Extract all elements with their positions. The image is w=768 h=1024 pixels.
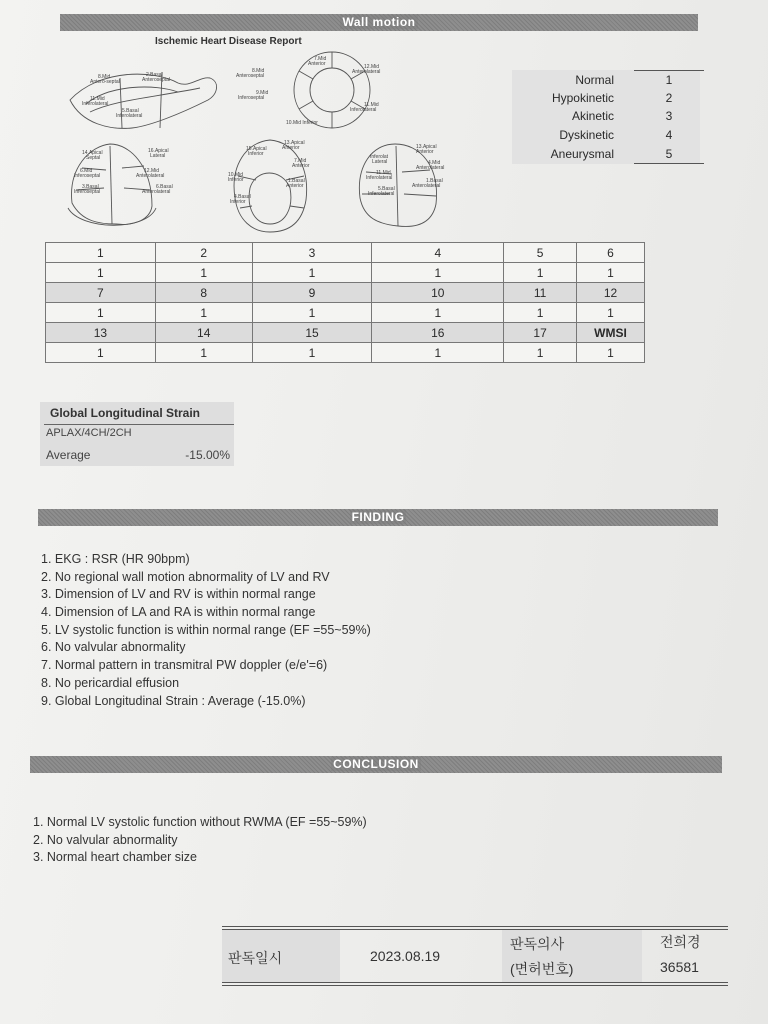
seg-label: 16.Apical (148, 148, 169, 154)
svg-text:1.BasalAnterior (286, 178, 305, 189)
svg-text:4.MidAnterolateral (416, 160, 444, 171)
seg-label: Lateral (150, 153, 166, 159)
doctor-label: 판독의사 (510, 936, 565, 952)
signature-divider (222, 982, 728, 983)
svg-text:7.MidAnterior (308, 56, 326, 67)
segment-number: 9 (252, 283, 372, 303)
seg-label: Inferoseptal (74, 189, 101, 195)
conclusion-title: CONCLUSION (333, 757, 419, 771)
seg-label: Inferolateral (368, 191, 395, 197)
segment-score: 1 (252, 343, 372, 363)
seg-label: Lateral (372, 159, 388, 165)
segment-score: 1 (155, 303, 252, 323)
seg-label: Anterolateral (136, 173, 165, 179)
svg-text:11.MidInferolateral (82, 96, 108, 107)
legend-value: 2 (665, 91, 673, 105)
legend-label: Normal (575, 73, 614, 87)
svg-text:1.BasalAnterolateral (412, 178, 443, 189)
seg-label: 10.Mid (228, 172, 244, 178)
segment-score: 1 (372, 303, 504, 323)
signature-block (222, 926, 728, 986)
segment-number: 16 (372, 323, 504, 343)
svg-text:12.MidAnterolateral (352, 64, 380, 75)
seg-label: 3.Basal (82, 184, 99, 190)
finding-bar (38, 509, 718, 526)
segment-number: 8 (155, 283, 252, 303)
svg-text:6.MidInferoseptal (74, 168, 100, 179)
seg-label: 10.Mid Inferior (286, 120, 318, 126)
svg-text:9.MidInferoseptal (238, 90, 268, 101)
legend-row (512, 91, 700, 109)
list-item: 7. Normal pattern in transmitral PW doppler (e/e'=6) (41, 658, 328, 673)
list-item: 5. LV systolic function is within normal range (EF =55~59%) (41, 622, 371, 637)
seg-label: 8.Mid (252, 68, 265, 74)
segment-number: 3 (252, 243, 372, 263)
seg-label: 8.Mid (98, 74, 111, 80)
seg-label: Inferior (230, 199, 246, 205)
seg-label: 1.Basal (288, 178, 305, 184)
list-item: 1. EKG : RSR (HR 90bpm) (41, 552, 190, 566)
legend-label: Akinetic (571, 109, 614, 123)
seg-label: 14.Apical (82, 150, 103, 156)
seg-label: Anteroseptal (236, 73, 265, 79)
seg-label: Anteroseptal (142, 77, 171, 83)
wall-motion-title: Wall motion (342, 15, 416, 29)
diagram-title: Ischemic Heart Disease Report (155, 36, 302, 47)
wall-motion-legend (512, 70, 700, 164)
segment-score: 1 (46, 343, 156, 363)
seg-label: Anterior (416, 149, 434, 155)
segment-number: 13 (46, 323, 156, 343)
table-row (46, 303, 645, 323)
gls-average-label: Average (46, 448, 91, 462)
table-row (46, 243, 645, 263)
segment-score: 1 (577, 263, 645, 283)
segment-score: 1 (46, 303, 156, 323)
finding-list (41, 551, 371, 710)
seg-label: 2.Basal (146, 72, 163, 78)
legend-label: Hypokinetic (551, 91, 614, 105)
list-item: 4. Dimension of LA and RA is within normal range (41, 605, 316, 620)
table-row (46, 343, 645, 363)
svg-text:15.ApicalInferior (246, 146, 267, 157)
date-value: 2023.08.19 (370, 948, 441, 964)
seg-label: 11.Mid (364, 102, 379, 108)
conclusion-bar (30, 756, 722, 773)
wall-motion-bar (60, 14, 698, 31)
seg-label: 7.Mid (314, 56, 327, 62)
seg-label: Inferolateral (350, 107, 377, 113)
legend-label: Aneurysmal (550, 147, 614, 161)
segment-number: 12 (577, 283, 645, 303)
seg-label: Inferior (228, 177, 244, 183)
segment-score-table (45, 242, 645, 363)
svg-text:2.BasalAnteroseptal (142, 72, 170, 83)
conclusion-list (33, 814, 367, 867)
seg-label: Inferoseptal (238, 95, 265, 101)
segment-number: 15 (252, 323, 372, 343)
list-item: 3. Normal heart chamber size (33, 850, 197, 865)
legend-value: 5 (665, 147, 673, 161)
svg-text:10.MidInferior (228, 172, 244, 183)
seg-label: 12.Mid (364, 64, 380, 70)
table-row (46, 263, 645, 283)
table-row (46, 283, 645, 303)
segment-number: 17 (504, 323, 577, 343)
segment-score: 1 (504, 303, 577, 323)
legend-row (512, 73, 700, 91)
list-item: 8. No pericardial effusion (41, 675, 180, 690)
segment-score: 1 (252, 303, 372, 323)
svg-text:11.MidInferolateral (350, 102, 379, 113)
seg-label: 6.Mid (80, 168, 93, 174)
seg-label: Inferoseptal (74, 173, 101, 179)
segment-score: 1 (504, 343, 577, 363)
seg-label: 5.Basal (122, 108, 139, 114)
seg-label: Anterior (292, 163, 310, 169)
segment-score: 1 (372, 343, 504, 363)
legend-row (512, 109, 700, 127)
seg-label: 7.Mid (294, 158, 307, 164)
segment-number: 5 (504, 243, 577, 263)
legend-value: 4 (665, 128, 673, 142)
seg-label: 9.Mid (256, 90, 269, 96)
svg-text:11.MidInferolateral (366, 170, 392, 181)
seg-label: Inferolat (370, 154, 389, 160)
segment-score: 1 (577, 303, 645, 323)
table-row (46, 323, 645, 343)
license-number: 36581 (660, 959, 699, 975)
gls-divider (44, 424, 234, 425)
list-item: 2. No regional wall motion abnormality of LV and RV (41, 569, 330, 584)
seg-label: Inferolateral (366, 175, 393, 181)
seg-label: 4.Mid (428, 160, 441, 166)
gls-box (40, 402, 234, 466)
seg-label: Anterior (282, 145, 300, 151)
seg-label: 11.Mid (90, 96, 105, 102)
segment-number: 4 (372, 243, 504, 263)
legend-label: Dyskinetic (559, 128, 614, 142)
list-item: 9. Global Longitudinal Strain : Average (-15.0%) (41, 693, 306, 708)
svg-text:5.BasalInferolateral (116, 108, 142, 119)
segment-score: 1 (155, 343, 252, 363)
seg-label: 15.Apical (246, 146, 267, 152)
legend-value: 1 (665, 73, 673, 87)
seg-label: Inferolateral (82, 101, 109, 107)
legend-value: 3 (665, 109, 673, 123)
signature-divider (222, 929, 728, 930)
segment-number: 1 (46, 243, 156, 263)
seg-label: Anterior (308, 61, 326, 67)
list-item: 6. No valvular abnormality (41, 640, 186, 655)
seg-label: Anterolateral (412, 183, 441, 189)
segment-number: 2 (155, 243, 252, 263)
segment-number: 11 (504, 283, 577, 303)
finding-title: FINDING (351, 510, 405, 524)
wmsi-value: 1 (577, 343, 645, 363)
gls-title: Global Longitudinal Strain (50, 406, 200, 420)
segment-number: 14 (155, 323, 252, 343)
legend-row (512, 128, 700, 146)
seg-label: 13.Apical (284, 140, 305, 146)
segment-number: 6 (577, 243, 645, 263)
signature-divider (222, 985, 728, 986)
segment-score: 1 (372, 263, 504, 283)
svg-text:3.BasalInferoseptal (74, 184, 100, 195)
license-label: (면허번호) (510, 961, 574, 977)
seg-label: Anterolateral (416, 165, 445, 171)
svg-text:13.ApicalAnterior (416, 144, 437, 155)
seg-label: Septal (86, 155, 101, 161)
segment-score: 1 (252, 263, 372, 283)
svg-text:16.ApicalLateral (148, 148, 169, 159)
svg-text:5.BasalInferolateral (368, 186, 395, 197)
list-item: 1. Normal LV systolic function without RWMA (EF =55~59%) (33, 815, 367, 829)
seg-label: Anterolateral (352, 69, 381, 75)
heart-segment-diagrams (60, 48, 480, 238)
seg-label: 6.Basal (156, 184, 173, 190)
seg-label: 11.Mid (376, 170, 391, 176)
list-item: 2. No valvular abnormality (33, 832, 178, 847)
segment-score: 1 (504, 263, 577, 283)
seg-label: Anterior (286, 183, 304, 189)
svg-text:8.MidAntero-septal (90, 74, 120, 85)
svg-text:InferolatLateral (370, 154, 389, 165)
seg-label: Inferolateral (116, 113, 143, 119)
segment-number: 7 (46, 283, 156, 303)
seg-label: Inferior (248, 151, 264, 157)
doctor-name: 전희경 (660, 934, 701, 950)
wmsi-header: WMSI (577, 323, 645, 343)
svg-text:8.MidAnteroseptal (236, 68, 264, 79)
seg-label: 4.Basal (234, 194, 251, 200)
legend-divider (634, 163, 704, 164)
seg-label: 13.Apical (416, 144, 437, 150)
svg-text:7.MidAnterior (292, 158, 310, 169)
gls-average-value: -15.00% (185, 448, 230, 462)
svg-text:14.ApicalSeptal (82, 150, 103, 161)
date-label: 판독일시 (228, 950, 283, 966)
legend-divider (634, 70, 704, 71)
segment-score: 1 (155, 263, 252, 283)
list-item: 3. Dimension of LV and RV is within normal range (41, 587, 316, 602)
seg-label: 12.Mid (144, 168, 160, 174)
segment-number: 10 (372, 283, 504, 303)
segment-score: 1 (46, 263, 156, 283)
svg-text:13.ApicalAnterior (282, 140, 305, 151)
svg-text:6.BasalAnterolateral (142, 184, 173, 195)
seg-label: 5.Basal (378, 186, 395, 192)
seg-label: Anterolateral (142, 189, 171, 195)
seg-label: 1.Basal (426, 178, 443, 184)
gls-views: APLAX/4CH/2CH (46, 427, 132, 439)
seg-label: Antero-septal (90, 79, 120, 85)
signature-divider (222, 926, 728, 927)
svg-text:12.MidAnterolateral (136, 168, 164, 179)
svg-text:4.BasalInferior (230, 194, 251, 205)
